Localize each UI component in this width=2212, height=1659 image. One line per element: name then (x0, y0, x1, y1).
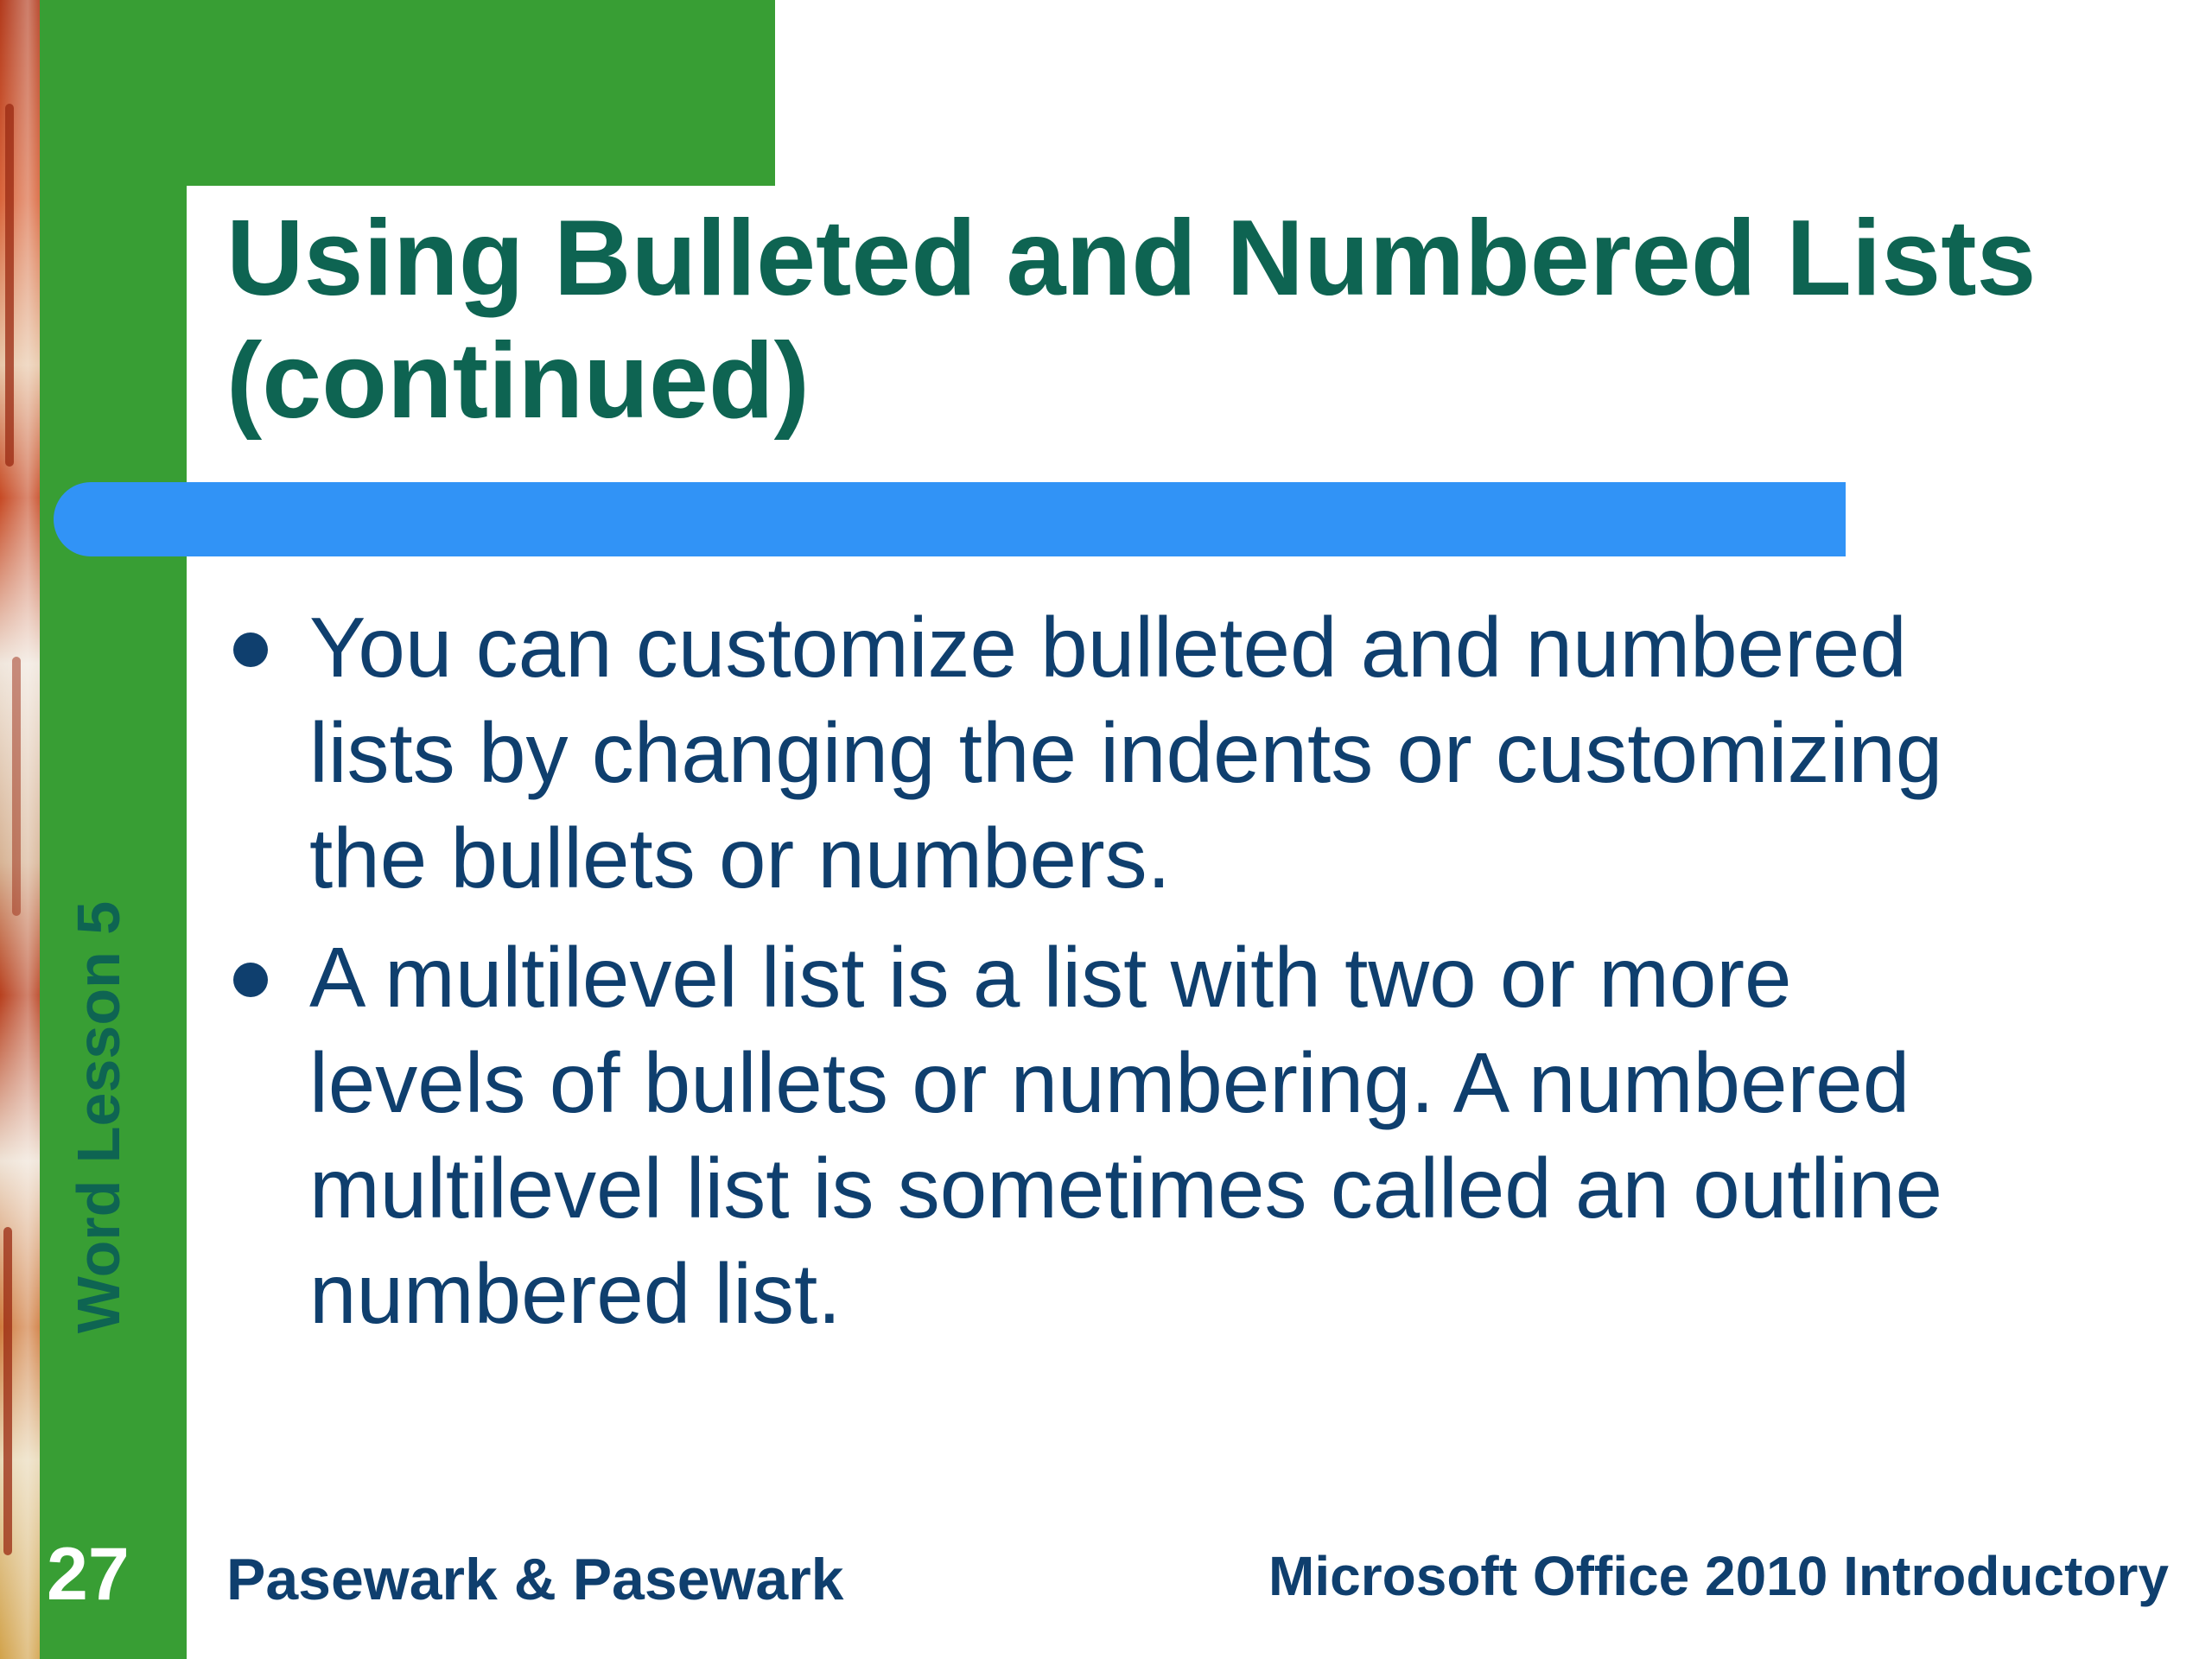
bullet-item (226, 594, 2006, 911)
lesson-side-label: Word Lesson 5 (65, 900, 132, 1334)
bullet-text: You can customize bulleted and numbered lists by changing the indents or customizing the bullets or numbers. (309, 600, 1943, 906)
page-number: 27 (47, 1533, 130, 1616)
bullet-dot-icon (233, 632, 268, 667)
bullet-list (226, 594, 2006, 1360)
bullet-dot-icon (233, 963, 268, 997)
decorative-photo-strip (0, 0, 40, 1659)
footer-book-title: Microsoft Office 2010 Introductory (1268, 1545, 2169, 1607)
title-underline-rule (54, 482, 1846, 556)
green-top-block (187, 0, 775, 186)
slide-title: Using Bulleted and Numbered Lists (continued) (226, 199, 2037, 441)
bullet-item (226, 925, 2006, 1346)
green-side-bar (40, 0, 187, 1659)
footer-authors: Pasewark & Pasewark (226, 1547, 844, 1612)
bullet-text: A multilevel list is a list with two or more levels of bullets or numbering. A numbered multilevel list is sometimes called an outline numbered list. (309, 930, 1942, 1341)
